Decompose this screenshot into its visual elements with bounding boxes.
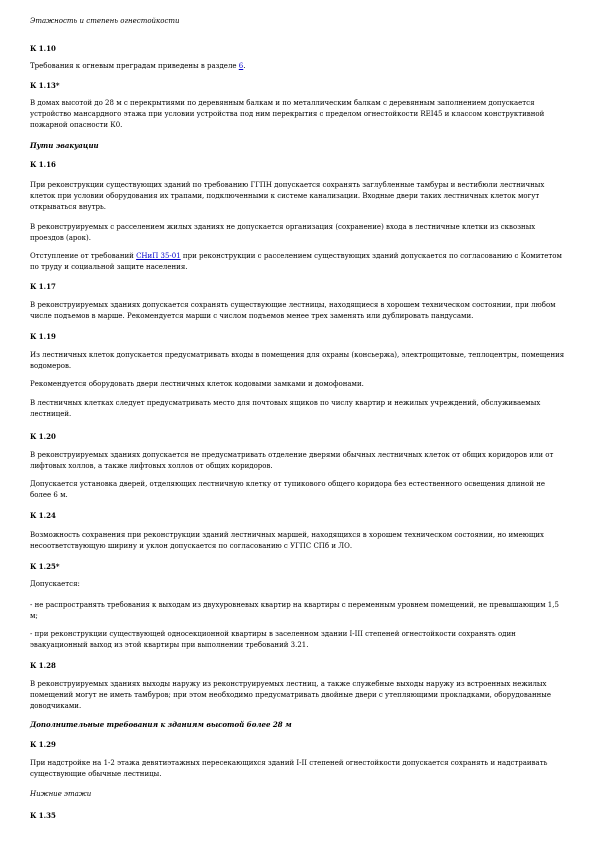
clause-k113-text: В домах высотой до 28 м с перекрытиями по деревянным балкам и по металлическим балкам с деревянным заполнением допускается устройство мансардного этажа при условии устройства под ним перекрытия с пределом огнестойкости REI45 и классом конструктивной пожарной опасности К0. <box>30 99 545 130</box>
section-heading-fire-resistance: Этажность и степень огнестойкости <box>30 17 180 25</box>
clause-k119-para-2: Рекомендуется оборудовать двери лестничных клеток кодовыми замками и домофонами. <box>30 380 364 388</box>
clause-k120-para-2: Допускается установка дверей, отделяющих лестничную клетку от тупикового общего коридора без естественного освещения длиной не более 6 м. <box>30 480 546 500</box>
clause-k119-label: К 1.19 <box>30 332 56 341</box>
clause-k113-label: К 1.13* <box>30 81 60 90</box>
section-heading-evacuation: Пути эвакуации <box>30 141 99 150</box>
clause-k110-text <box>30 61 565 72</box>
clause-k128-text: В реконструируемых зданиях выходы наружу из реконструируемых лестниц, а также служебные выходы наружу из встроенных нежилых помещений могут не иметь тамбуров; при этом необходимо предусматривать двойные двери с утепляющими прокладками, оборудованные доводчиками. <box>30 680 552 711</box>
section-heading-high-rise: Дополнительные требования к зданиям высотой более 28 м <box>30 720 292 729</box>
clause-k125-item-2: - при реконструкции существующей односекционной квартиры в заселенном здании I-III степеней огнестойкости сохранять один эвакуационный выход из этой квартиры при выполнении требований 3.21. <box>30 630 516 650</box>
section-6-link[interactable]: 6 <box>238 62 244 70</box>
clause-k116-para-3-end: при реконструкции с расселением существующих зданий допускается по согласованию с Комитетом по труду и социальной защите населения. <box>30 252 562 272</box>
clause-k110-text-part: Требования к огневым преградам приведены в разделе <box>30 62 239 70</box>
clause-k116-para-1: При реконструкции существующих зданий по требованию ГГПН допускается сохранять заглубленные тамбуры и вестибюли лестничных клеток при условии оборудования их трапами, подключенными к системе канализации. Входные двери таких лестничных клеток могут открываться внутрь. <box>30 181 545 212</box>
snip-35-01-link[interactable]: СНиП 35-01 <box>136 252 181 260</box>
clause-k129-text: При надстройке на 1-2 этажа девятиэтажных пересекающихся зданий I-II степеней огнестойкости допускается сохранять и надстраивать существующие обычные лестницы. <box>30 759 548 779</box>
clause-k119-para-3: В лестничных клетках следует предусматривать место для почтовых ящиков по числу квартир и нежилых учреждений, обслуживаемых лестницей. <box>30 399 541 419</box>
clause-k116-label: К 1.16 <box>30 160 56 169</box>
clause-k128-label: К 1.28 <box>30 661 56 670</box>
clause-k125-intro: Допускается: <box>30 580 80 588</box>
clause-k110-text-end: . <box>243 62 246 70</box>
clause-k129-label: К 1.29 <box>30 740 56 749</box>
clause-k135-label: К 1.35 <box>30 811 56 820</box>
clause-k120-para-1: В реконструируемых зданиях допускается не предусматривать отделение дверями обычных лестничных клеток от общих коридоров или от лифтовых холлов, а также лифтовых холлов от общих коридоров. <box>30 451 554 471</box>
clause-k119-para-1: Из лестничных клеток допускается предусматривать входы в помещения для охраны (консьержа), электрощитовые, теплоцентры, помещения водомеров. <box>30 351 565 371</box>
clause-k117-label: К 1.17 <box>30 282 56 291</box>
clause-k116-para-3 <box>30 251 565 273</box>
clause-k125-item-1: - не распространять требования к выходам из двухуровневых квартир на квартиры с переменным уровнем помещений, не превышающим 1,5 м; <box>30 601 559 621</box>
section-heading-ground-floors: Нижние этажи <box>30 790 92 798</box>
clause-k110-label: К 1.10 <box>30 44 56 53</box>
clause-k124-text: Возможность сохранения при реконструкции зданий лестничных маршей, находящихся в хорошем техническом состоянии, но имеющих несоответствующую ширину и уклон допускается по согласованию с УГПС СПб и ЛО. <box>30 531 544 551</box>
clause-k120-label: К 1.20 <box>30 432 56 441</box>
clause-k125-label: К 1.25* <box>30 562 60 571</box>
clause-k124-label: К 1.24 <box>30 511 56 520</box>
clause-k116-para-3-start: Отступление от требований <box>30 252 137 260</box>
clause-k117-text: В реконструируемых зданиях допускается сохранять существующие лестницы, находящиеся в хорошем техническом состоянии, при любом числе подъемов в марше. Рекомендуется марши с числом подъемов менее трех заменять или дублировать пандусами. <box>30 301 556 321</box>
clause-k116-para-2: В реконструируемых с расселением жилых зданиях не допускается организация (сохранение) входа в лестничные клетки из сквозных проездов (арок). <box>30 223 536 243</box>
